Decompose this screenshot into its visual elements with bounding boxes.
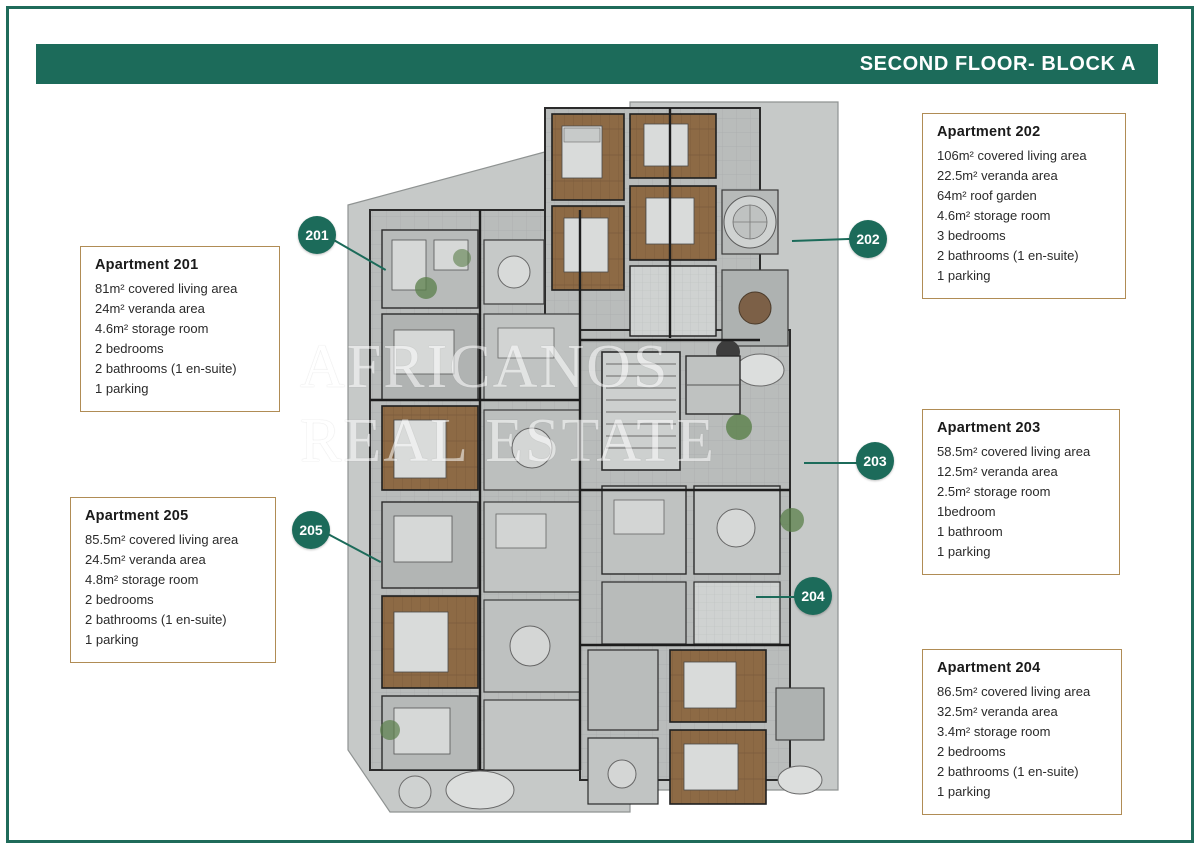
detail-item: 1 parking <box>937 544 991 559</box>
detail-item: 106m² covered living area <box>937 148 1087 163</box>
detail-item: 2 bathrooms (1 en-suite) <box>937 764 1079 779</box>
marker-205[interactable] <box>292 511 330 549</box>
title-bar <box>36 44 1158 84</box>
apartment-203-details <box>937 442 1105 562</box>
marker-203-label: 203 <box>863 453 887 469</box>
marker-201[interactable] <box>298 216 336 254</box>
apartment-201-card <box>80 246 280 412</box>
detail-item: 1 bathroom <box>937 524 1003 539</box>
apartment-202-details <box>937 146 1111 286</box>
detail-item: 4.6m² storage room <box>937 208 1051 223</box>
detail-item: 2 bathrooms (1 en-suite) <box>95 361 237 376</box>
apartment-201-details <box>95 279 265 399</box>
detail-item: 1 parking <box>937 784 991 799</box>
apartment-202-card <box>922 113 1126 299</box>
marker-204-label: 204 <box>801 588 825 604</box>
apartment-205-details <box>85 530 261 650</box>
leader-line-204 <box>756 596 796 598</box>
apartment-205-title: Apartment 205 <box>85 508 189 524</box>
page-title: SECOND FLOOR- BLOCK A <box>859 52 1136 75</box>
detail-item: 58.5m² covered living area <box>937 444 1091 459</box>
detail-item: 4.6m² storage room <box>95 321 209 336</box>
detail-item: 12.5m² veranda area <box>937 464 1058 479</box>
detail-item: 4.8m² storage room <box>85 572 199 587</box>
apartment-203-title: Apartment 203 <box>937 420 1041 436</box>
detail-item: 2 bedrooms <box>95 341 164 356</box>
detail-item: 1 parking <box>937 268 991 283</box>
detail-item: 85.5m² covered living area <box>85 532 239 547</box>
detail-item: 2.5m² storage room <box>937 484 1051 499</box>
apartment-204-title: Apartment 204 <box>937 660 1041 676</box>
watermark-line-2: REAL ESTATE <box>300 407 716 475</box>
detail-item: 1bedroom <box>937 504 996 519</box>
leader-line-203 <box>804 462 858 464</box>
floor-plan-drawing <box>330 90 840 815</box>
detail-item: 32.5m² veranda area <box>937 704 1058 719</box>
unit-203-rooms <box>602 486 804 644</box>
detail-item: 1 parking <box>85 632 139 647</box>
apartment-203-card <box>922 409 1120 575</box>
detail-item: 3.4m² storage room <box>937 724 1051 739</box>
detail-item: 24.5m² veranda area <box>85 552 206 567</box>
detail-item: 2 bathrooms (1 en-suite) <box>937 248 1079 263</box>
detail-item: 3 bedrooms <box>937 228 1006 243</box>
detail-item: 64m² roof garden <box>937 188 1037 203</box>
detail-item: 1 parking <box>95 381 149 396</box>
detail-item: 2 bedrooms <box>85 592 154 607</box>
marker-204[interactable] <box>794 577 832 615</box>
detail-item: 2 bedrooms <box>937 744 1006 759</box>
detail-item: 22.5m² veranda area <box>937 168 1058 183</box>
apartment-205-card <box>70 497 276 663</box>
marker-202-label: 202 <box>856 231 880 247</box>
watermark-line-1: AFRICANOS <box>300 333 670 401</box>
apartment-201-title: Apartment 201 <box>95 257 199 273</box>
marker-205-label: 205 <box>299 522 323 538</box>
detail-item: 86.5m² covered living area <box>937 684 1091 699</box>
marker-203[interactable] <box>856 442 894 480</box>
detail-item: 24m² veranda area <box>95 301 205 316</box>
apartment-202-title: Apartment 202 <box>937 124 1041 140</box>
detail-item: 81m² covered living area <box>95 281 238 296</box>
apartment-204-details <box>937 682 1107 802</box>
detail-item: 2 bathrooms (1 en-suite) <box>85 612 227 627</box>
marker-202[interactable] <box>849 220 887 258</box>
marker-201-label: 201 <box>305 227 329 243</box>
apartment-204-card <box>922 649 1122 815</box>
